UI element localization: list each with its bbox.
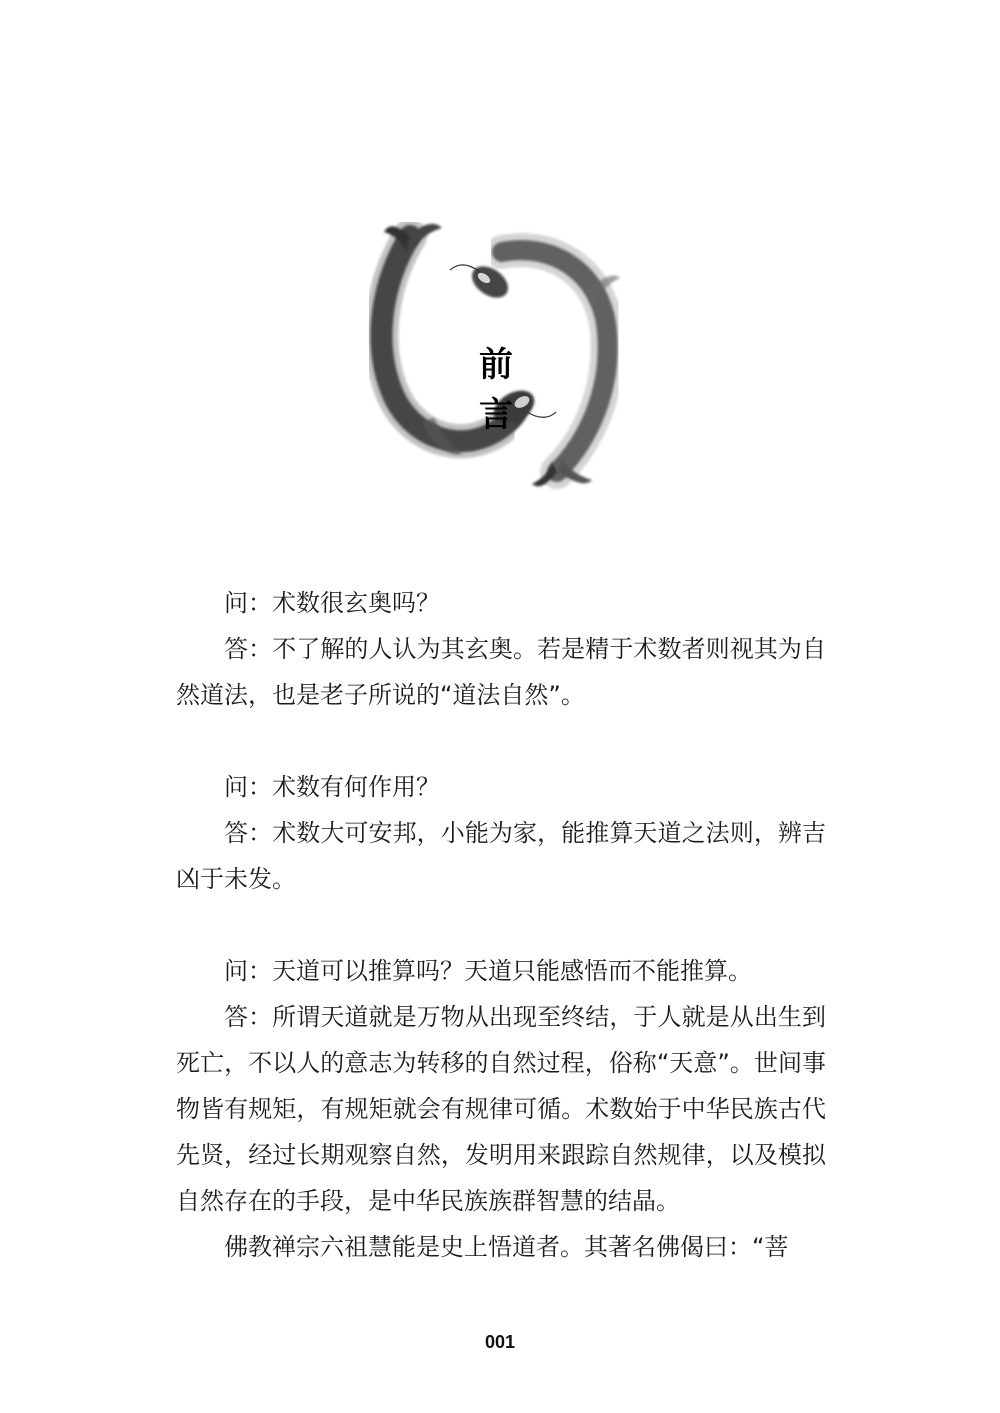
answer-3: 答：所谓天道就是万物从出现至终结，于人就是从出生到死亡，不以人的意志为转移的自然过程，俗称“天意”。世间事物皆有规矩，有规矩就会有规律可循。术数始于中华民族古代先贤，经过长期观察自然，发明用来跟踪自然规律，以及模拟自然存在的手段，是中华民族族群智慧的结晶。 bbox=[176, 1003, 826, 1215]
section-gap bbox=[176, 718, 826, 764]
question-1: 问：术数很玄奥吗？ bbox=[224, 589, 440, 617]
chapter-title: 前 言 bbox=[479, 345, 527, 435]
page-number: 001 bbox=[484, 1332, 516, 1352]
answer-2: 答：术数大可安邦，小能为家，能推算天道之法则，辨吉凶于未发。 bbox=[176, 819, 826, 893]
answer-1: 答：不了解的人认为其玄奥。若是精于术数者则视其为自然道法，也是老子所说的“道法自然”。 bbox=[176, 635, 826, 709]
preface-body bbox=[176, 580, 826, 1270]
paragraph-huineng: 佛教禅宗六祖慧能是史上悟道者。其著名佛偈曰：“菩 bbox=[224, 1233, 789, 1261]
section-gap bbox=[176, 902, 826, 948]
question-2: 问：术数有何作用？ bbox=[224, 773, 440, 801]
question-3: 问：天道可以推算吗？天道只能感悟而不能推算。 bbox=[224, 957, 752, 985]
